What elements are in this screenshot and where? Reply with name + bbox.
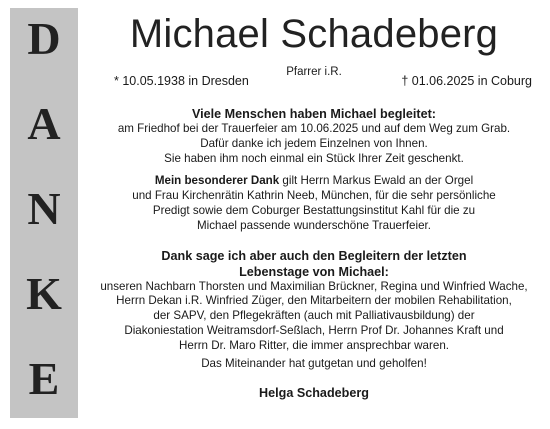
danke-sidebar bbox=[10, 8, 78, 418]
sidebar-letter: N bbox=[27, 183, 61, 234]
deceased-name: Michael Schadeberg bbox=[129, 12, 499, 56]
section3-heading: Dank sage ich aber auch den Begleitern der letzten bbox=[161, 248, 467, 263]
death-date: † 01.06.2025 in Coburg bbox=[401, 74, 532, 88]
sidebar-letter: A bbox=[27, 98, 61, 149]
section1-heading: Viele Menschen haben Michael begleitet: bbox=[191, 107, 437, 121]
text-line: und Frau Kirchenrätin Kathrin Neeb, München, für die sehr persönliche bbox=[132, 189, 496, 203]
sidebar-letter: E bbox=[28, 353, 60, 404]
text-line: Michael passende wunderschöne Trauerfeier. bbox=[197, 218, 431, 232]
sidebar-letter: D bbox=[27, 13, 61, 64]
text-line: Predigt sowie dem Coburger Bestattungsinstitut Kahl für die zu bbox=[152, 203, 476, 217]
text-line: Sie haben ihm noch einmal ein Stück Ihrer Zeit geschenkt. bbox=[164, 151, 464, 165]
deceased-title: Pfarrer i.R. bbox=[286, 66, 342, 78]
text-line: Diakoniestation Weitramsdorf-Seßlach, Herrn Prof Dr. Johannes Kraft und bbox=[124, 323, 504, 337]
text-line: unseren Nachbarn Thorsten und Maximilian Brückner, Regina und Winfried Wache, bbox=[100, 279, 528, 293]
section2-lead bbox=[84, 174, 544, 189]
section3-heading: Lebenstage von Michael: bbox=[239, 264, 389, 279]
signature: Helga Schadeberg bbox=[259, 386, 369, 401]
sidebar-letter: K bbox=[26, 268, 62, 319]
text-line: am Friedhof bei der Trauerfeier am 10.06.2025 und auf dem Weg zum Grab. bbox=[117, 122, 511, 135]
text-line: der SAPV, den Pflegekräften (auch mit Palliativausbildung) der bbox=[153, 309, 475, 323]
notice-content bbox=[84, 0, 544, 429]
text-line: Dafür danke ich jedem Einzelnen von Ihnen. bbox=[200, 136, 428, 150]
life-dates bbox=[84, 66, 544, 96]
text-line: Herrn Dr. Maro Ritter, die immer ansprechbar waren. bbox=[179, 338, 449, 352]
section2-lead-rest: gilt Herrn Markus Ewald an der Orgel bbox=[279, 174, 474, 188]
closing-line: Das Miteinander hat gutgetan und geholfen! bbox=[201, 356, 427, 370]
notice-body bbox=[84, 106, 544, 401]
text-line: Herrn Dekan i.R. Winfried Züger, den Mitarbeitern der mobilen Rehabilitation, bbox=[116, 294, 512, 308]
section2-lead-bold: Mein besonderer Dank bbox=[154, 174, 280, 188]
birth-date: * 10.05.1938 in Dresden bbox=[114, 74, 249, 88]
